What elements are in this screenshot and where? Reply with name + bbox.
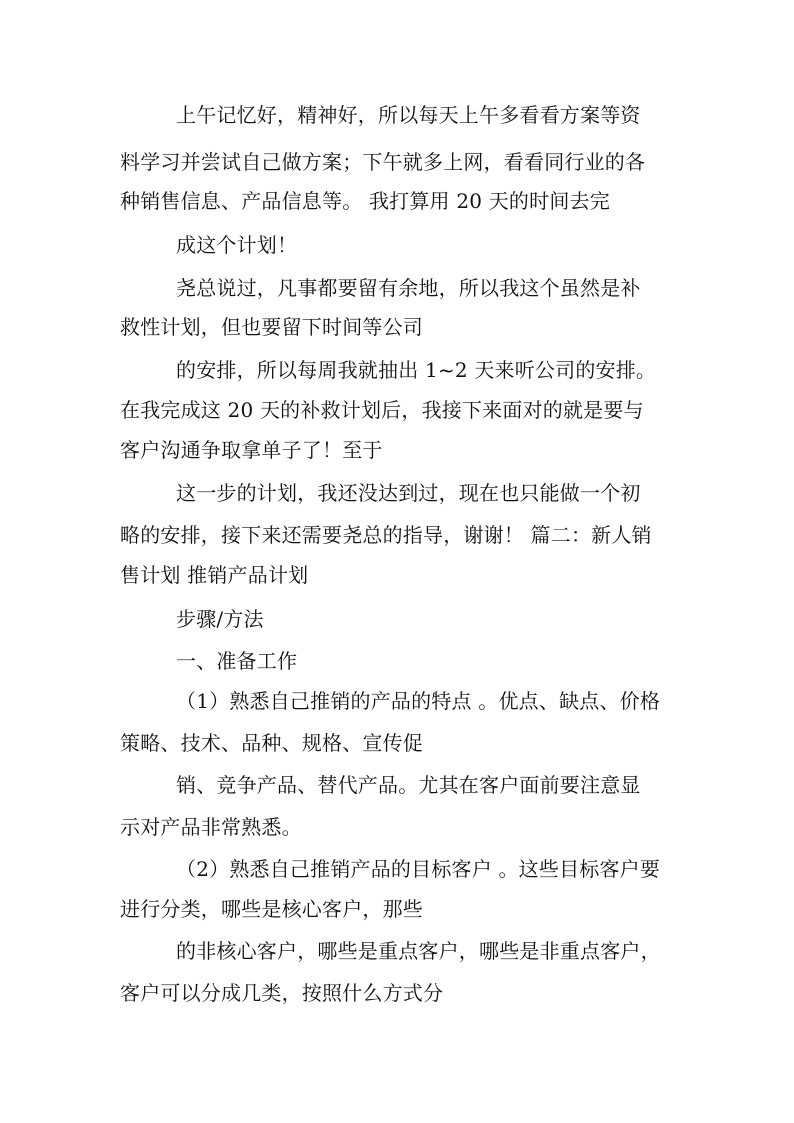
text-line: 的非核心客户，哪些是重点客户，哪些是非重点客户， — [176, 939, 661, 963]
text-line: 客户可以分成几类，按照什么方式分 — [120, 981, 444, 1005]
text-line: 在我完成这 20 天的补救计划后，我接下来面对的就是要与 — [120, 398, 644, 422]
section-heading: 一、准备工作 — [176, 649, 298, 673]
text-line: 的安排，所以每周我就抽出 1~2 天来听公司的安排。 — [176, 358, 657, 382]
text-line: 种销售信息、产品信息等。 我打算用 20 天的时间去完 — [120, 189, 610, 213]
text-line: 进行分类，哪些是核心客户，那些 — [120, 897, 423, 921]
text-line: 成这个计划！ — [176, 233, 298, 257]
text-line: 售计划 推销产品计划 — [120, 563, 309, 587]
text-line: 上午记忆好，精神好，所以每天上午多看看方案等资 — [176, 103, 641, 127]
section-heading: 步骤/方法 — [176, 607, 264, 631]
text-line: 尧总说过，凡事都要留有余地，所以我这个虽然是补 — [176, 276, 641, 300]
text-line: 示对产品非常熟悉。 — [120, 815, 302, 839]
text-line: 这一步的计划，我还没达到过，现在也只能做一个初 — [176, 481, 641, 505]
text-line: 策略、技术、品种、规格、宣传促 — [120, 731, 423, 755]
text-line: 料学习并尝试自己做方案；下午就多上网，看看同行业的各 — [120, 150, 646, 174]
text-line: 客户沟通争取拿单子了！至于 — [120, 438, 383, 462]
text-line: 救性计划，但也要留下时间等公司 — [120, 315, 423, 339]
text-line: （2）熟悉自己推销产品的目标客户 。这些目标客户要 — [176, 857, 661, 881]
text-line: 略的安排，接下来还需要尧总的指导，谢谢！ 篇二：新人销 — [120, 523, 652, 547]
text-line: 销、竞争产品、替代产品。尤其在客户面前要注意显 — [176, 773, 641, 797]
text-line: （1）熟悉自己推销的产品的特点 。优点、缺点、价格 — [176, 689, 661, 713]
